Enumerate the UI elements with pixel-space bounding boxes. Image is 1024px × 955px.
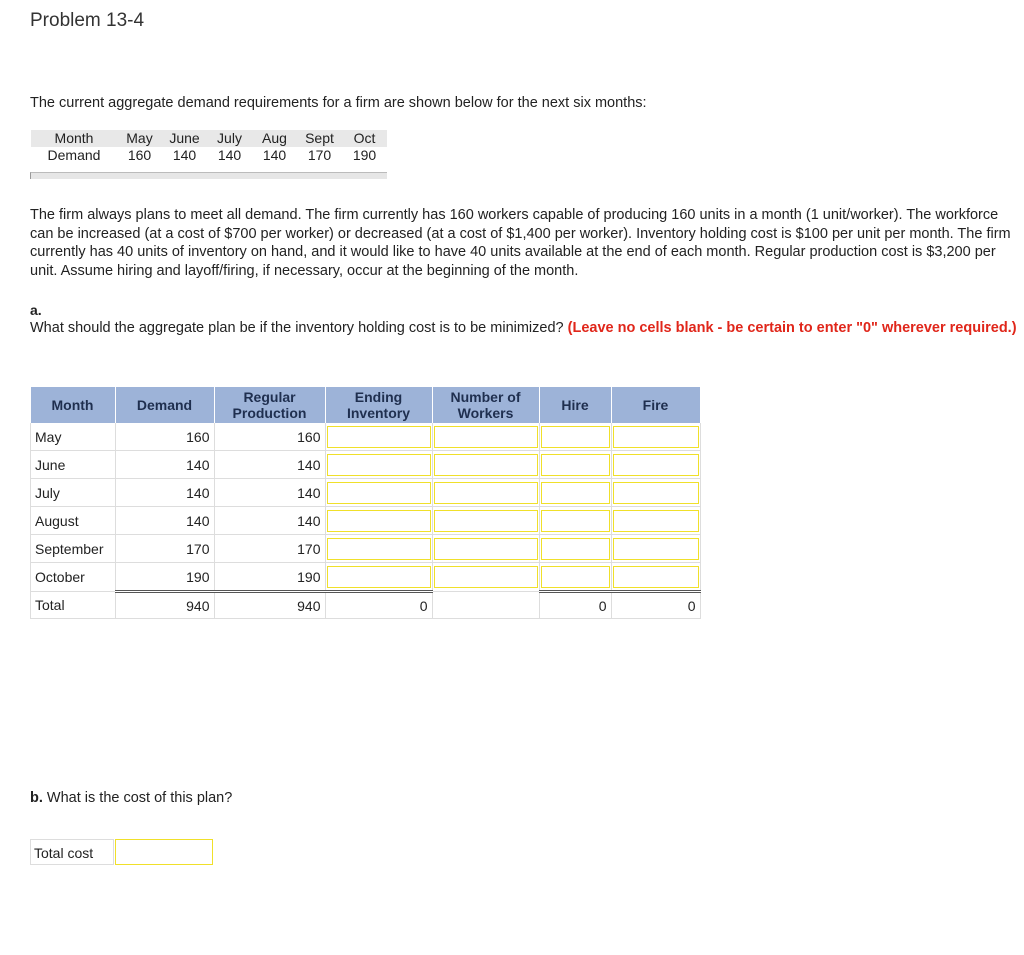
total-fire: 0 bbox=[611, 592, 700, 619]
demand-table-month: July bbox=[207, 130, 252, 147]
row-regular-production: 140 bbox=[214, 479, 325, 507]
demand-table-month: May bbox=[117, 130, 162, 147]
total-cost-label: Total cost bbox=[30, 839, 114, 865]
header-ending-line2: Inventory bbox=[346, 405, 410, 421]
demand-table-value: 160 bbox=[127, 147, 152, 163]
demand-table-value: 170 bbox=[307, 147, 332, 163]
table-row bbox=[31, 507, 701, 535]
demand-table-scrollbar[interactable] bbox=[30, 172, 387, 179]
header-ending-line1: Ending bbox=[354, 389, 403, 405]
row-regular-production: 160 bbox=[214, 423, 325, 451]
table-row bbox=[31, 535, 701, 563]
part-b-question bbox=[30, 790, 232, 806]
hire-input[interactable] bbox=[539, 535, 611, 563]
hire-input[interactable] bbox=[539, 479, 611, 507]
fire-input[interactable] bbox=[611, 507, 700, 535]
header-regular-line1: Regular bbox=[243, 389, 296, 405]
header-regular-production bbox=[214, 387, 325, 423]
header-ending-inventory bbox=[325, 387, 432, 423]
row-demand: 160 bbox=[115, 423, 214, 451]
number-of-workers-input[interactable] bbox=[432, 535, 539, 563]
ending-inventory-input[interactable] bbox=[325, 479, 432, 507]
row-month: August bbox=[31, 507, 116, 535]
part-a-question-text: What should the aggregate plan be if the inventory holding cost is to be minimized? bbox=[30, 320, 564, 336]
problem-description: The firm always plans to meet all demand. The firm currently has 160 workers capable of producing 160 units in a month (1 unit/worker). The workforce can be increased (at a cost of $700 per worker) or decreased (at a cost of $1,400 per worker). Inventory holding cost is $100 per unit per month. The firm currently has 40 units of inventory on hand, and it would like to have 40 units available at the end of each month. Regular production cost is $3,200 per unit. Assume hiring and layoff/firing, if necessary, occur at the beginning of the month. bbox=[30, 207, 1011, 279]
table-row bbox=[31, 563, 701, 592]
number-of-workers-input[interactable] bbox=[432, 423, 539, 451]
demand-table-month-row bbox=[31, 130, 387, 147]
demand-requirements-table bbox=[31, 130, 387, 164]
demand-table-demand-row bbox=[31, 147, 387, 164]
total-regular-production: 940 bbox=[214, 592, 325, 619]
ending-inventory-input[interactable] bbox=[325, 423, 432, 451]
number-of-workers-input[interactable] bbox=[432, 507, 539, 535]
total-row bbox=[31, 592, 701, 619]
total-hire: 0 bbox=[539, 592, 611, 619]
plan-header-row bbox=[31, 387, 701, 423]
header-month: Month bbox=[31, 387, 116, 423]
part-a-instruction: (Leave no cells blank - be certain to enter "0" wherever required.) bbox=[567, 320, 1017, 336]
fire-input[interactable] bbox=[611, 563, 700, 592]
row-regular-production: 140 bbox=[214, 507, 325, 535]
row-demand: 140 bbox=[115, 479, 214, 507]
total-cost-input[interactable] bbox=[115, 839, 213, 865]
row-month: September bbox=[31, 535, 116, 563]
header-demand: Demand bbox=[115, 387, 214, 423]
part-a-label: a. bbox=[30, 302, 42, 318]
total-workers-empty bbox=[432, 592, 539, 619]
number-of-workers-input[interactable] bbox=[432, 451, 539, 479]
part-b-question-text: What is the cost of this plan? bbox=[46, 790, 233, 806]
demand-table-value: 140 bbox=[172, 147, 197, 163]
demand-table-month: Sept bbox=[297, 130, 342, 147]
header-hire: Hire bbox=[539, 387, 611, 423]
demand-table-month: Oct bbox=[342, 130, 387, 147]
row-month: October bbox=[31, 563, 116, 592]
intro-text: The current aggregate demand requirements for a firm are shown below for the next six months: bbox=[30, 95, 647, 111]
demand-table-value: 140 bbox=[217, 147, 242, 163]
hire-input[interactable] bbox=[539, 507, 611, 535]
row-regular-production: 170 bbox=[214, 535, 325, 563]
header-number-of-workers bbox=[432, 387, 539, 423]
header-workers-line2: Workers bbox=[457, 405, 514, 421]
ending-inventory-input[interactable] bbox=[325, 451, 432, 479]
fire-input[interactable] bbox=[611, 451, 700, 479]
demand-table-month: June bbox=[162, 130, 207, 147]
demand-table-value: 190 bbox=[352, 147, 377, 163]
row-demand: 140 bbox=[115, 451, 214, 479]
hire-input[interactable] bbox=[539, 451, 611, 479]
header-workers-line1: Number of bbox=[450, 389, 521, 405]
row-demand: 190 bbox=[115, 563, 214, 592]
hire-input[interactable] bbox=[539, 423, 611, 451]
total-cost-row bbox=[30, 839, 213, 865]
row-regular-production: 190 bbox=[214, 563, 325, 592]
ending-inventory-input[interactable] bbox=[325, 507, 432, 535]
fire-input[interactable] bbox=[611, 479, 700, 507]
fire-input[interactable] bbox=[611, 535, 700, 563]
demand-table-value: 140 bbox=[262, 147, 287, 163]
ending-inventory-input[interactable] bbox=[325, 535, 432, 563]
row-month: May bbox=[31, 423, 116, 451]
row-month: July bbox=[31, 479, 116, 507]
aggregate-plan-table bbox=[30, 387, 701, 619]
hire-input[interactable] bbox=[539, 563, 611, 592]
header-regular-line2: Production bbox=[232, 405, 307, 421]
total-label: Total bbox=[31, 592, 116, 619]
number-of-workers-input[interactable] bbox=[432, 563, 539, 592]
row-demand: 140 bbox=[115, 507, 214, 535]
number-of-workers-input[interactable] bbox=[432, 479, 539, 507]
row-month: June bbox=[31, 451, 116, 479]
table-row bbox=[31, 451, 701, 479]
row-demand: 170 bbox=[115, 535, 214, 563]
part-b-label: b. bbox=[30, 790, 43, 806]
demand-table-demand-label: Demand bbox=[47, 147, 101, 163]
header-fire: Fire bbox=[611, 387, 700, 423]
demand-table-month: Aug bbox=[252, 130, 297, 147]
row-regular-production: 140 bbox=[214, 451, 325, 479]
demand-table-month-label: Month bbox=[31, 130, 117, 147]
total-demand: 940 bbox=[115, 592, 214, 619]
table-row bbox=[31, 423, 701, 451]
fire-input[interactable] bbox=[611, 423, 700, 451]
part-a-question bbox=[30, 319, 1020, 338]
total-ending-inventory: 0 bbox=[325, 592, 432, 619]
table-row bbox=[31, 479, 701, 507]
page-title: Problem 13-4 bbox=[30, 10, 145, 31]
ending-inventory-input[interactable] bbox=[325, 563, 432, 592]
